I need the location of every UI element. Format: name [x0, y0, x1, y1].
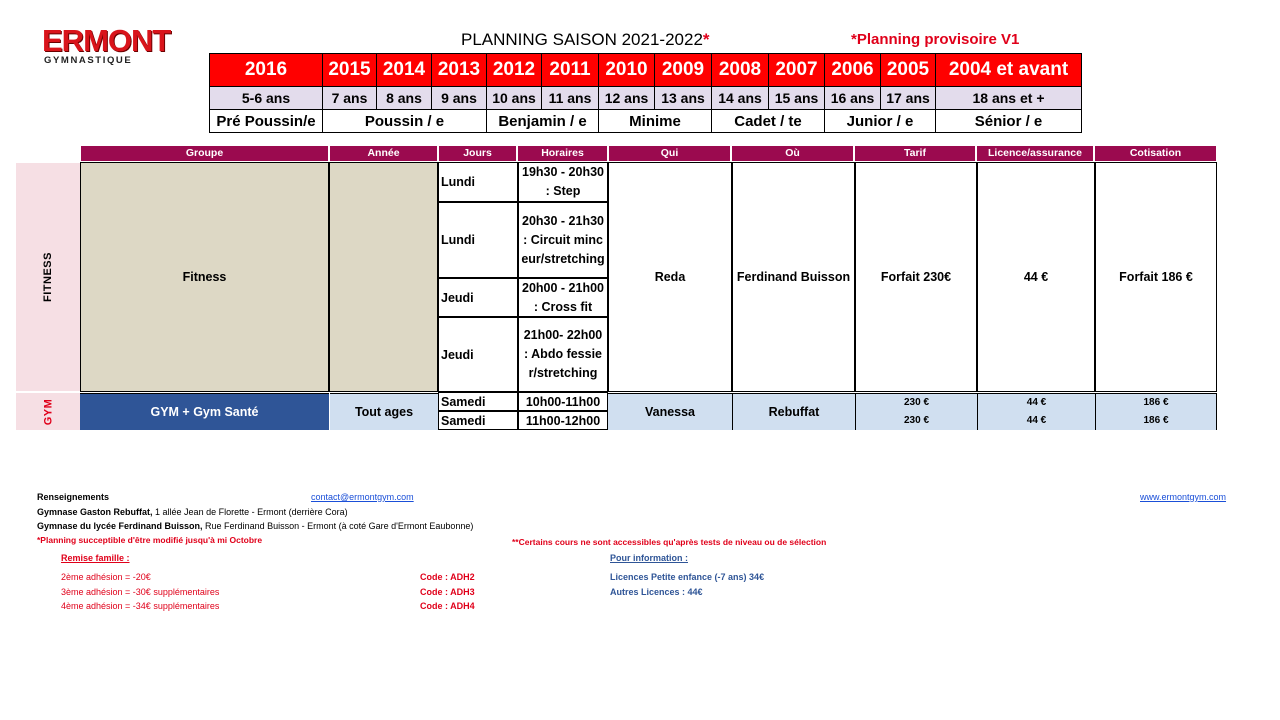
ermont-logo [40, 23, 171, 70]
gym-cotisation-2: 186 € [1095, 411, 1217, 430]
age-cell: 12 ans [599, 87, 655, 110]
fitness-tarif-cell: Forfait 230€ [855, 162, 977, 392]
remise-item: 2ème adhésion = -20€ [61, 572, 151, 582]
category-cell: Benjamin / e [487, 110, 599, 133]
gym-ou-cell: Rebuffat [732, 393, 855, 430]
logo-subtitle: GYMNASTIQUE [44, 55, 133, 66]
fitness-jour-1: Lundi [438, 162, 518, 202]
gym-horaire-2: 11h00-12h00 [518, 411, 608, 430]
remise-code: Code : ADH4 [420, 601, 475, 611]
year-cell: 2010 [599, 54, 655, 87]
year-cell: 2008 [712, 54, 769, 87]
planning-modification-note: *Planning succeptible d'être modifié jusqu'à mi Octobre [37, 535, 263, 545]
courses-access-note: **Certains cours ne sont accessibles qu'après tests de niveau ou de sélection [512, 537, 827, 547]
fitness-horaire-1: 19h30 - 20h30 : Step [518, 162, 608, 202]
header-licence: Licence/assurance [977, 146, 1093, 161]
fitness-side-text: FITNESS [41, 252, 54, 302]
age-row [210, 87, 1082, 110]
remise-item: 3ème adhésion = -30€ supplémentaires [61, 587, 220, 597]
info-item: Licences Petite enfance (-7 ans) 34€ [610, 572, 765, 582]
header-cotisation: Cotisation [1095, 146, 1216, 161]
age-cell: 11 ans [542, 87, 599, 110]
category-cell: Cadet / te [712, 110, 825, 133]
fitness-jour-4: Jeudi [438, 317, 518, 392]
age-cell: 17 ans [881, 87, 936, 110]
fitness-licence-cell: 44 € [977, 162, 1095, 392]
fitness-qui-cell: Reda [608, 162, 732, 392]
provisional-note: *Planning provisoire V1 [851, 31, 1020, 48]
gym-groupe-cell: GYM + Gym Santé [80, 393, 329, 430]
gymnase-rebuffat-line [37, 507, 348, 517]
logo-word: ERMONT [42, 23, 171, 58]
title-star: * [702, 30, 710, 49]
remise-famille-title: Remise famille : [61, 553, 130, 563]
header-groupe: Groupe [81, 146, 328, 161]
year-cell: 2014 [377, 54, 432, 87]
gym-qui-cell: Vanessa [608, 393, 732, 430]
gymnase-buisson-line [37, 521, 473, 531]
contact-email-link[interactable]: contact@ermontgym.com [311, 492, 414, 502]
gym-tarif-1: 230 € [855, 393, 977, 411]
year-cell: 2013 [432, 54, 487, 87]
fitness-horaire-3: 20h00 - 21h00 : Cross fit [518, 278, 608, 317]
title-text: PLANNING SAISON 2021-2022 [461, 30, 703, 49]
remise-item: 4ème adhésion = -34€ supplémentaires [61, 601, 220, 611]
fitness-horaire-4: 21h00- 22h00 : Abdo fessier/stretching [518, 317, 608, 392]
header-jours: Jours [439, 146, 516, 161]
year-cell: 2007 [769, 54, 825, 87]
fitness-jour-2: Lundi [438, 202, 518, 278]
age-cell: 7 ans [323, 87, 377, 110]
age-cell: 14 ans [712, 87, 769, 110]
age-cell: 5-6 ans [210, 87, 323, 110]
age-category-table [209, 53, 1082, 133]
year-cell: 2004 et avant [936, 54, 1082, 87]
age-cell: 10 ans [487, 87, 542, 110]
gym-side-label [16, 393, 80, 430]
gymnase-rebuffat-name: Gymnase Gaston Rebuffat, [37, 507, 153, 517]
info-item: Autres Licences : 44€ [610, 587, 703, 597]
category-cell: Pré Poussin/e [210, 110, 323, 133]
category-cell: Junior / e [825, 110, 936, 133]
gymnase-buisson-address: Rue Ferdinand Buisson - Ermont (à coté Gare d'Ermont Eaubonne) [202, 521, 474, 531]
category-cell: Minime [599, 110, 712, 133]
gym-jour-1: Samedi [438, 392, 518, 411]
age-cell: 8 ans [377, 87, 432, 110]
header-qui: Qui [609, 146, 730, 161]
gym-jour-2: Samedi [438, 411, 518, 430]
gym-cotisation-1: 186 € [1095, 393, 1217, 411]
fitness-side-label [16, 163, 80, 391]
age-cell: 15 ans [769, 87, 825, 110]
category-cell: Poussin / e [323, 110, 487, 133]
header-annee: Année [330, 146, 437, 161]
gym-annee-cell: Tout ages [330, 393, 438, 430]
year-row [210, 54, 1082, 87]
fitness-cotisation-cell: Forfait 186 € [1095, 162, 1217, 392]
year-cell: 2016 [210, 54, 323, 87]
fitness-annee-cell [329, 162, 438, 392]
gymnase-buisson-name: Gymnase du lycée Ferdinand Buisson, [37, 521, 203, 531]
gymnase-rebuffat-address: 1 allée Jean de Florette - Ermont (derrière Cora) [152, 507, 348, 517]
remise-code: Code : ADH2 [420, 572, 475, 582]
year-cell: 2005 [881, 54, 936, 87]
gym-licence-2: 44 € [977, 411, 1095, 430]
year-cell: 2011 [542, 54, 599, 87]
header-tarif: Tarif [855, 146, 975, 161]
year-cell: 2009 [655, 54, 712, 87]
renseignements-label: Renseignements [37, 492, 110, 502]
age-cell: 13 ans [655, 87, 712, 110]
age-cell: 16 ans [825, 87, 881, 110]
age-cell: 9 ans [432, 87, 487, 110]
gym-tarif-2: 230 € [855, 411, 977, 430]
age-cell: 18 ans et + [936, 87, 1082, 110]
gym-side-text: GYM [42, 398, 54, 425]
page-title [461, 30, 710, 50]
year-cell: 2015 [323, 54, 377, 87]
year-cell: 2006 [825, 54, 881, 87]
year-cell: 2012 [487, 54, 542, 87]
fitness-ou-cell: Ferdinand Buisson [732, 162, 855, 392]
fitness-jour-3: Jeudi [438, 278, 518, 317]
fitness-horaire-2: 20h30 - 21h30 : Circuit minceur/stretching [518, 202, 608, 278]
header-ou: Où [732, 146, 853, 161]
website-link[interactable]: www.ermontgym.com [1140, 492, 1227, 502]
header-horaires: Horaires [518, 146, 607, 161]
category-row [210, 110, 1082, 133]
gym-horaire-1: 10h00-11h00 [518, 392, 608, 411]
fitness-groupe-cell: Fitness [80, 162, 329, 392]
category-cell: Sénior / e [936, 110, 1082, 133]
gym-licence-1: 44 € [977, 393, 1095, 411]
remise-code: Code : ADH3 [420, 587, 475, 597]
info-title: Pour information : [610, 553, 688, 563]
